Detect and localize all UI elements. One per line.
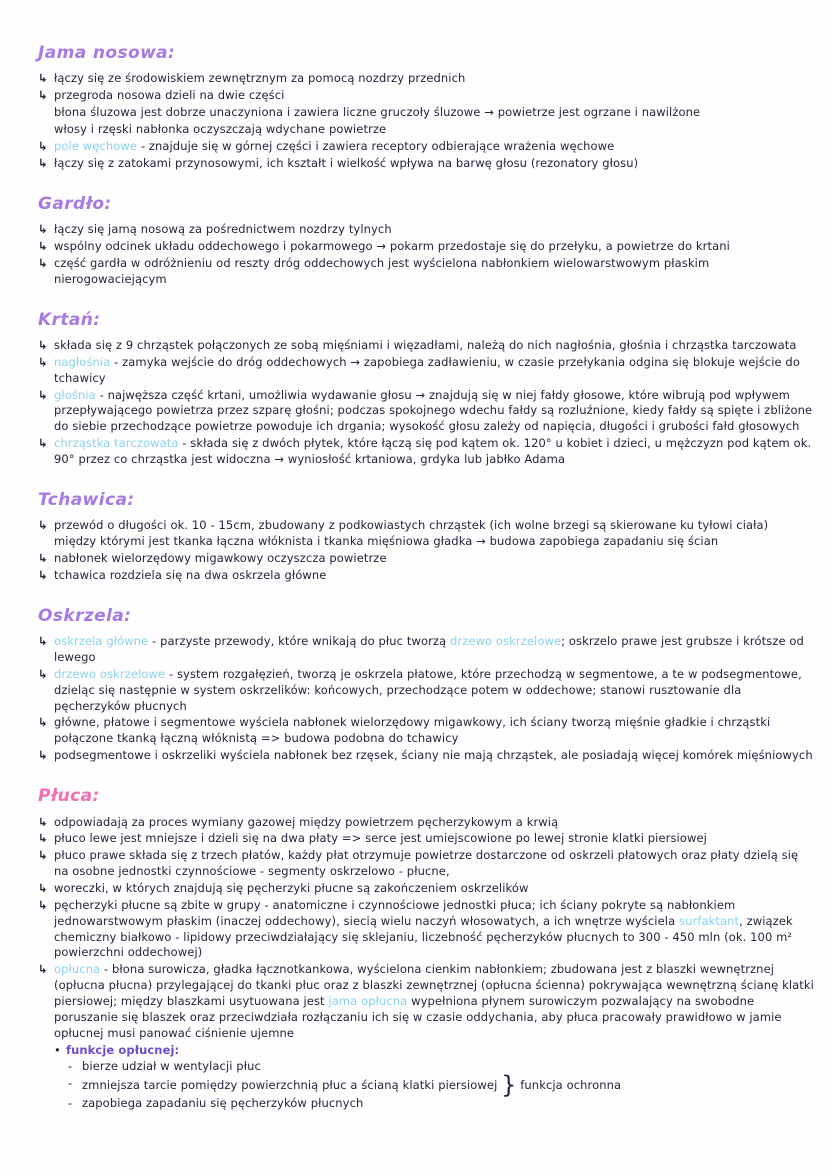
highlighted-term: drzewo oskrzelowe bbox=[54, 666, 166, 681]
note-line bbox=[38, 222, 814, 238]
highlighted-term: surfaktant bbox=[678, 913, 740, 928]
note-text bbox=[54, 139, 814, 155]
note-line bbox=[38, 338, 814, 354]
dot-bullet-icon: • bbox=[54, 1042, 61, 1057]
arrow-bullet-icon: ↳ bbox=[38, 518, 48, 533]
note-text bbox=[54, 518, 814, 550]
text-segment: część gardła w odróżnieniu od reszty dróg oddechowych jest wyścielona nabłonkiem wielowarstwowym płaskim nierogowaciejącym bbox=[54, 255, 710, 286]
note-line bbox=[38, 122, 814, 138]
note-text bbox=[54, 239, 814, 255]
section-jama-nosowa bbox=[38, 42, 814, 172]
highlighted-term: nagłośnia bbox=[54, 354, 111, 369]
text-segment: - składa się z dwóch płytek, które łączą się pod kątem ok. 120° u kobiet i dzieci, u mężczyzn pod kątem ok. 90° przez co chrząstka jest widoczna → wyniosłość krtaniowa, grdyka lub jabłko Adama bbox=[54, 436, 812, 466]
text-segment: przegroda nosowa dzieli na dwie części bbox=[54, 88, 285, 103]
note-line bbox=[38, 71, 814, 87]
text-segment: ; oskrzelo prawe jest grubsze i krótsze od lewego bbox=[54, 634, 804, 665]
note-line bbox=[68, 1071, 814, 1100]
highlighted-term: jama opłucna bbox=[328, 993, 408, 1008]
note-text bbox=[54, 634, 814, 666]
dash-bullet-icon: - bbox=[68, 1096, 73, 1111]
text-segment: włosy i rzęski nabłonka oczyszczają wdychane powietrze bbox=[54, 122, 387, 137]
note-line bbox=[38, 88, 814, 104]
note-text bbox=[54, 88, 814, 104]
section-pluca bbox=[38, 785, 814, 1112]
text-segment: tchawica rozdziela się na dwa oskrzela główne bbox=[54, 567, 327, 582]
arrow-bullet-icon: ↳ bbox=[38, 634, 48, 649]
note-line bbox=[68, 1096, 814, 1112]
note-text bbox=[54, 815, 814, 831]
note-line bbox=[54, 1043, 814, 1059]
arrow-bullet-icon: ↳ bbox=[38, 138, 48, 153]
note-line bbox=[38, 105, 814, 121]
text-segment: - znajduje się w górnej części i zawiera receptory odbierające wrażenia węchowe bbox=[137, 138, 615, 153]
section-items bbox=[38, 338, 814, 468]
arrow-bullet-icon: ↳ bbox=[38, 71, 48, 86]
section-oskrzela bbox=[38, 605, 814, 764]
section-krtan bbox=[38, 309, 814, 468]
section-tchawica bbox=[38, 489, 814, 584]
text-segment: zapobiega zapadaniu się pęcherzyków płucnych bbox=[82, 1096, 364, 1111]
text-segment: - błona surowicza, gładka łącznotkankowa, wyścielona cienkim nabłonkiem; zbudowana jest z blaszki wewnętrznej (opłucna płucna) przylegającej do tkanki płuc oraz z blaszki zewnętrznej (opłucna ścienna) pokrywająca wewnętrzną ścianę klatki piersiowej; między blaszkami usytuowana jest bbox=[54, 962, 814, 1008]
note-text bbox=[54, 715, 814, 747]
note-text bbox=[54, 962, 814, 1041]
note-text bbox=[54, 156, 814, 172]
note-line bbox=[68, 1059, 814, 1075]
text-segment: - najwęższa część krtani, umożliwia wydawanie głosu → znajdują się w niej fałdy głosowe, które wibrują pod wpływem przepływającego powietrza przez szparę głośni; podczas spokojnego wdechu fałdy są rozluźnione, kiedy fałdy są spięte i zbliżone do siebie przechodzące powietrze powoduje ich drgania; wysokość głosu zależy od napięcia, długości i grubości fałd głosowych bbox=[54, 387, 813, 434]
text-segment: przewód o długości ok. 10 - 15cm, zbudowany z podkowiastych chrząstek (ich wolne brzegi są skierowane ku tyłowi ciała) między którymi jest tkanka łączna włóknista i tkanka mięśniowa gładka → budowa zapobiega zapadaniu się ścian bbox=[54, 518, 769, 549]
note-text bbox=[54, 748, 814, 764]
text-segment: wypełniona płynem surowiczym pozwalający na swobodne poruszanie się blaszek oraz przeciwdziała rozłączaniu ich się w czasie oddychania, aby płuca pracowały prawidłowo w jamie opłucnej musi panować ciśnienie ujemne bbox=[54, 993, 782, 1040]
note-line bbox=[38, 436, 814, 468]
highlighted-term: drzewo oskrzelowe bbox=[449, 634, 562, 649]
highlighted-term: pole węchowe bbox=[54, 138, 138, 153]
arrow-bullet-icon: ↳ bbox=[38, 814, 48, 829]
note-text bbox=[54, 568, 814, 584]
note-line bbox=[38, 518, 814, 550]
text-segment: , związek chemiczny białkowo - lipidowy przeciwdziałający się sklejaniu, liczebność pęcherzyków płucnych to 300 - 450 mln (ok. 100 m² powierzchni oddechowej) bbox=[54, 913, 793, 960]
note-line bbox=[38, 848, 814, 880]
section-heading: Krtań: bbox=[38, 309, 101, 330]
text-segment: pęcherzyki płucne są zbite w grupy - anatomiczne i czynnościowe jednostki płuca; ich ściany pokryte są nabłonkiem jednowarstwowym płaskim (inaczej oddechowy), siecią wielu naczyń włosowatych, a ich wnętrze wyściela bbox=[54, 897, 736, 928]
text-segment: - parzyste przewody, które wnikają do płuc tworzą bbox=[148, 634, 450, 649]
text-segment: zmniejsza tarcie pomiędzy powierzchnią płuc a ścianą klatki piersiowej bbox=[82, 1078, 502, 1093]
note-text bbox=[82, 1059, 814, 1075]
text-segment: płuco prawe składa się z trzech płatów, każdy płat otrzymuje powietrze dostarczone od oskrzeli płatowych oraz płaty dzielą się na osobne jednostki czynnościowe - segmenty oskrzelowo - płucne, bbox=[54, 848, 799, 879]
note-line bbox=[38, 388, 814, 436]
text-segment: błona śluzowa jest dobrze unaczyniona i zawiera liczne gruczoły śluzowe → powietrze jest ogrzane i nawilżone bbox=[54, 105, 701, 120]
section-items bbox=[38, 222, 814, 287]
note-text bbox=[54, 338, 814, 354]
note-text bbox=[54, 71, 814, 87]
note-line bbox=[38, 139, 814, 155]
note-line bbox=[38, 898, 814, 961]
note-line bbox=[38, 256, 814, 288]
note-text bbox=[54, 898, 814, 961]
text-segment: funkcja ochronna bbox=[516, 1078, 622, 1093]
note-text bbox=[54, 122, 814, 138]
highlighted-term: chrząstka tarczowata bbox=[54, 436, 179, 451]
section-heading: Tchawica: bbox=[38, 489, 135, 510]
text-segment: - system rozgałęzień, tworzą je oskrzela płatowe, które przechodzą w segmentowe, a te w podsegmentowe, dzieląc się następnie w system oskrzelików: końcowych, przechodzące potem w oddechowe; stanowi rusztowanie dla pęcherzyków płucnych bbox=[54, 666, 802, 713]
arrow-bullet-icon: ↳ bbox=[38, 962, 48, 977]
text-segment: płuco lewe jest mniejsze i dzieli się na dwa płaty => serce jest umiejscowione po lewej stronie klatki piersiowej bbox=[54, 831, 707, 846]
note-line bbox=[38, 831, 814, 847]
note-line bbox=[38, 667, 814, 715]
note-text bbox=[66, 1043, 814, 1059]
section-items bbox=[38, 815, 814, 1113]
note-line bbox=[38, 355, 814, 387]
arrow-bullet-icon: ↳ bbox=[38, 387, 48, 402]
text-segment: wspólny odcinek układu oddechowego i pokarmowego → pokarm przedostaje się do przełyku, a powietrze do krtani bbox=[54, 238, 730, 253]
arrow-bullet-icon: ↳ bbox=[38, 567, 48, 582]
section-heading: Gardło: bbox=[38, 193, 112, 214]
section-items bbox=[38, 518, 814, 583]
note-line bbox=[38, 568, 814, 584]
note-line bbox=[38, 156, 814, 172]
arrow-bullet-icon: ↳ bbox=[38, 255, 48, 270]
section-items bbox=[38, 634, 814, 764]
note-line bbox=[38, 634, 814, 666]
text-segment: odpowiadają za proces wymiany gazowej między powietrzem pęcherzykowym a krwią bbox=[54, 814, 559, 829]
arrow-bullet-icon: ↳ bbox=[38, 436, 48, 451]
arrow-bullet-icon: ↳ bbox=[38, 155, 48, 170]
section-heading: Płuca: bbox=[38, 786, 100, 807]
arrow-bullet-icon: ↳ bbox=[38, 551, 48, 565]
section-gardlo bbox=[38, 193, 814, 288]
text-segment: łączy się jamą nosową za pośrednictwem nozdrzy tylnych bbox=[54, 222, 392, 237]
arrow-bullet-icon: ↳ bbox=[38, 897, 48, 912]
text-segment: łączy się ze środowiskiem zewnętrznym za pomocą nozdrzy przednich bbox=[54, 71, 466, 86]
highlighted-term: opłucna bbox=[54, 962, 101, 977]
section-heading: Oskrzela: bbox=[38, 605, 132, 626]
text-segment: główne, płatowe i segmentowe wyściela nabłonek wielorzędowy migawkowy, ich ściany tworzą mięśnie gładkie i chrząstki połączone tkanką łączną włóknistą => budowa podobna do tchawicy bbox=[54, 715, 771, 746]
highlighted-term: głośnia bbox=[54, 387, 96, 402]
arrow-bullet-icon: ↳ bbox=[38, 88, 48, 103]
note-text bbox=[54, 355, 814, 387]
note-text bbox=[82, 1071, 814, 1100]
arrow-bullet-icon: ↳ bbox=[38, 337, 48, 352]
note-text bbox=[54, 388, 814, 436]
dash-bullet-icon: - bbox=[68, 1059, 73, 1074]
note-line bbox=[38, 881, 814, 897]
section-items bbox=[38, 71, 814, 171]
note-text bbox=[54, 256, 814, 288]
section-heading: Jama nosowa: bbox=[38, 43, 176, 63]
note-line bbox=[38, 748, 814, 764]
text-segment: składa się z 9 chrząstek połączonych ze sobą mięśniami i więzadłami, należą do nich nagłośnia, głośnia i chrząstka tarczowata bbox=[54, 337, 797, 352]
note-text bbox=[54, 881, 814, 897]
note-text bbox=[54, 222, 814, 238]
note-text bbox=[82, 1096, 814, 1112]
text-segment: nabłonek wielorzędowy migawkowy oczyszcza powietrze bbox=[54, 551, 387, 565]
note-text bbox=[54, 551, 814, 567]
note-line bbox=[38, 962, 814, 1041]
dash-bullet-icon: - bbox=[68, 1076, 73, 1091]
note-line bbox=[38, 815, 814, 831]
note-text bbox=[54, 105, 814, 121]
arrow-bullet-icon: ↳ bbox=[38, 715, 48, 730]
text-segment: - zamyka wejście do dróg oddechowych → zapobiega zadławieniu, w czasie przełykania odgina się blokuje wejście do tchawicy bbox=[54, 354, 800, 385]
arrow-bullet-icon: ↳ bbox=[38, 666, 48, 681]
text-segment: łączy się z zatokami przynosowymi, ich kształt i wielkość wpływa na barwę głosu (rezonatory głosu) bbox=[54, 155, 639, 170]
note-line bbox=[38, 551, 814, 567]
note-line bbox=[38, 715, 814, 747]
arrow-bullet-icon: ↳ bbox=[38, 748, 48, 763]
text-segment: woreczki, w których znajdują się pęcherzyki płucne są zakończeniem oskrzelików bbox=[54, 880, 529, 895]
highlighted-term: oskrzela główne bbox=[54, 634, 149, 649]
grouping-brace: } bbox=[501, 1071, 517, 1100]
arrow-bullet-icon: ↳ bbox=[38, 222, 48, 237]
note-text bbox=[54, 848, 814, 880]
arrow-bullet-icon: ↳ bbox=[38, 831, 48, 846]
arrow-bullet-icon: ↳ bbox=[38, 848, 48, 863]
arrow-bullet-icon: ↳ bbox=[38, 880, 48, 895]
text-segment: podsegmentowe i oskrzeliki wyściela nabłonek bez rzęsek, ściany nie mają chrząstek, ale posiadają więcej komórek mięśniowych bbox=[54, 748, 813, 763]
arrow-bullet-icon: ↳ bbox=[38, 238, 48, 253]
sub-heading-term: funkcje opłucnej: bbox=[66, 1042, 180, 1057]
note-line bbox=[38, 239, 814, 255]
text-segment: bierze udział w wentylacji płuc bbox=[82, 1059, 261, 1074]
arrow-bullet-icon: ↳ bbox=[38, 354, 48, 369]
note-text bbox=[54, 831, 814, 847]
note-text bbox=[54, 436, 814, 468]
note-text bbox=[54, 667, 814, 715]
